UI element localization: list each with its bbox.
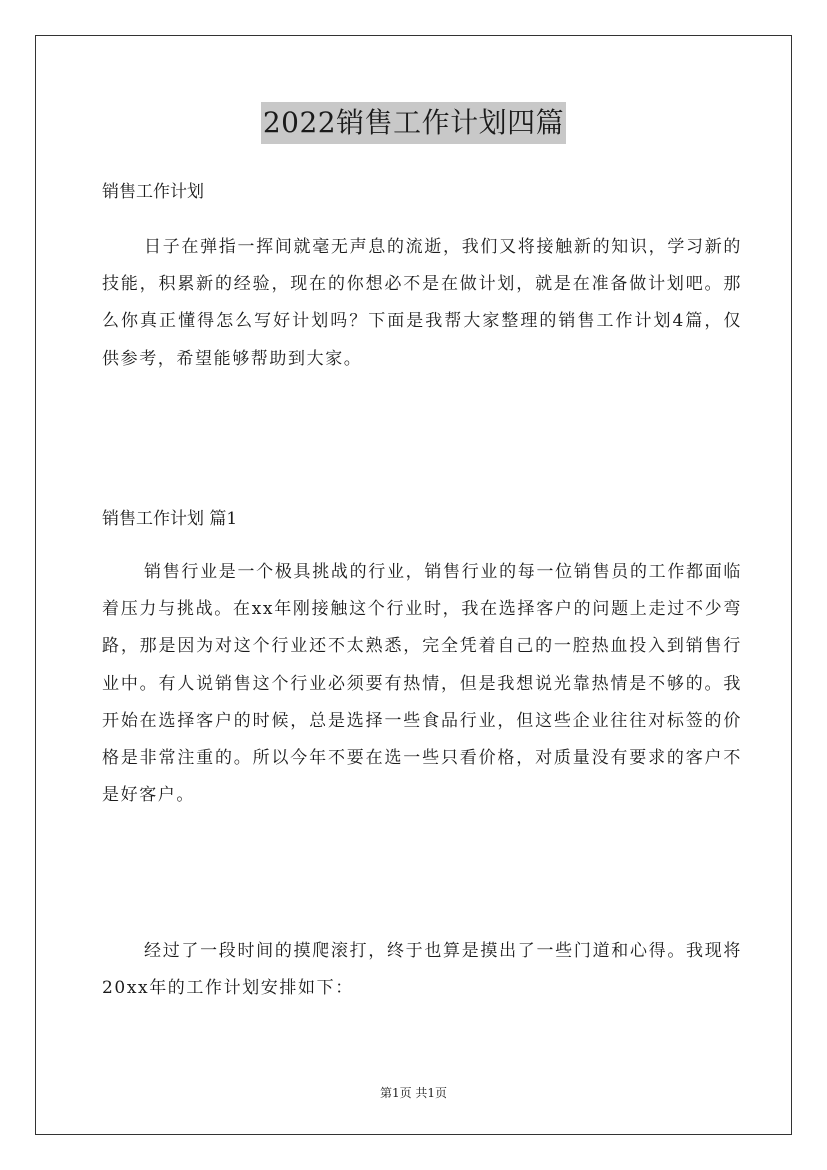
section-heading: 销售工作计划 篇1 — [102, 509, 238, 529]
page-footer: 第1页 共1页 — [379, 1086, 448, 1100]
document-title — [0, 100, 827, 142]
intro-heading: 销售工作计划 — [102, 182, 204, 202]
section-paragraph: 经过了一段时间的摸爬滚打，终于也算是摸出了一些门道和心得。我现将20xx年的工作计划安排如下： — [102, 941, 742, 999]
intro-paragraph: 日子在弹指一挥间就毫无声息的流逝，我们又将接触新的知识，学习新的技能，积累新的经验，现在的你想必不是在做计划，就是在准备做计划吧。那么你真正懂得怎么写好计划吗？下面是我帮大家整理的销售工作计划4篇，仅供参考，希望能够帮助到大家。 — [102, 237, 742, 369]
document-title-text: 2022销售工作计划四篇 — [261, 102, 566, 144]
section-paragraph: 销售行业是一个极具挑战的行业，销售行业的每一位销售员的工作都面临着压力与挑战。在xx年刚接触这个行业时，我在选择客户的问题上走过不少弯路，那是因为对这个行业还不太熟悉，完全凭着自己的一腔热血投入到销售行业中。有人说销售这个行业必须要有热情，但是我想说光靠热情是不够的。我开始在选择客户的时候，总是选择一些食品行业，但这些企业往往对标签的价格是非常注重的。所以今年不要在选一些只看价格，对质量没有要求的客户不是好客户。 — [102, 562, 742, 806]
